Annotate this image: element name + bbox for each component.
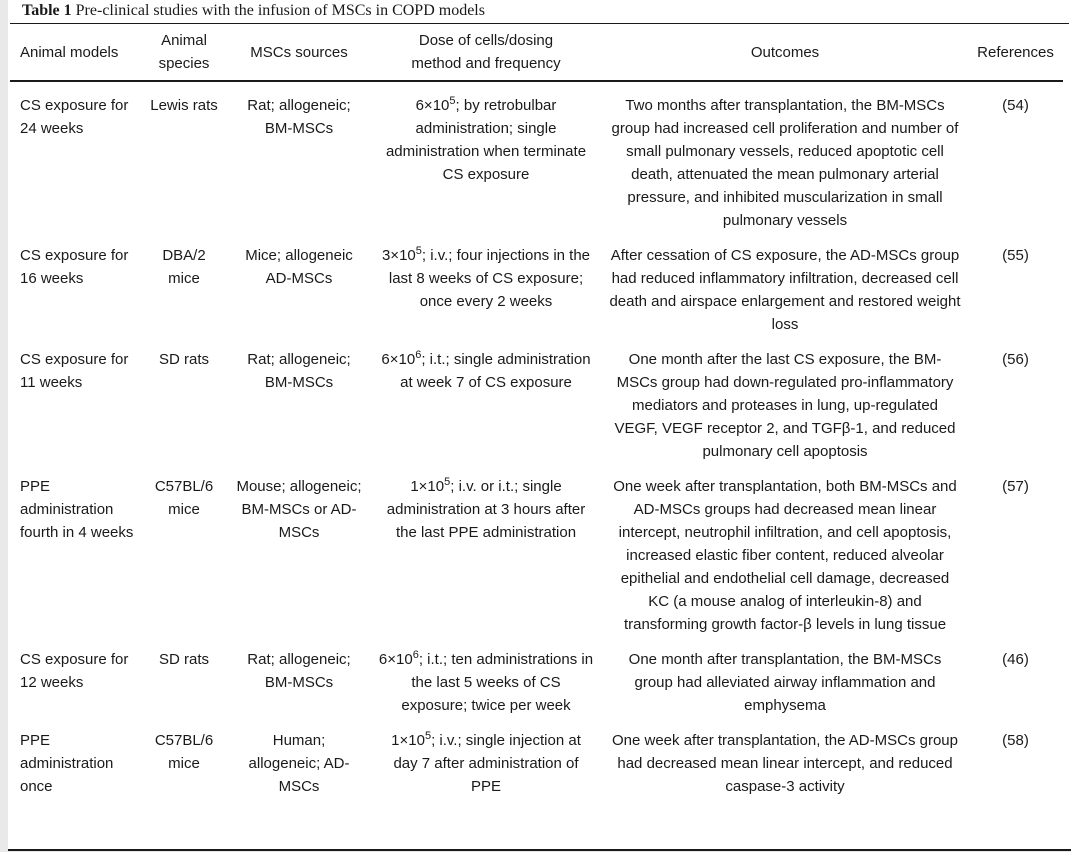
cell-reference: (56): [1002, 351, 1029, 368]
cell-animal-model: CS exposure for 24 weeks: [20, 97, 129, 137]
table-row: [10, 717, 1063, 798]
cell-dose: $6\times 10^5$; by retrobulbar administration; single administration when terminate CS exposure: [385, 95, 587, 183]
dose-exponent: 5: [415, 245, 422, 257]
cell-dose: $1\times 10^5$; i.v.; single injection at day 7 after administration of PPE: [391, 730, 581, 795]
cell-dose: $1\times 10^5$; i.v. or i.t.; single administration at 3 hours after the last PPE administration: [386, 476, 586, 541]
cell-reference: (58): [1002, 732, 1029, 749]
header-references: References: [968, 24, 1063, 81]
dose-exponent: 6: [415, 349, 422, 361]
table-caption-label: Table 1: [22, 2, 72, 19]
cell-reference: (55): [1002, 247, 1029, 264]
cell-outcomes: One month after the last CS exposure, the BM-MSCs group had down-regulated pro-inflammatory mediators and proteases in lung, up-regulated VEGF, VEGF receptor 2, and TGFβ-1, and reduced pulmonary cell apoptosis: [614, 351, 956, 460]
dose-exponent: 5: [424, 730, 432, 742]
header-outcomes: Outcomes: [602, 24, 968, 81]
cell-outcomes: One month after transplantation, the BM-MSCs group had alleviated airway inflammation and emphysema: [628, 651, 942, 714]
cell-animal-model: PPE administration once: [20, 732, 114, 795]
cell-outcomes: Two months after transplantation, the BM-MSCs group had increased cell proliferation and number of small pulmonary vessels, reduced apoptotic cell death, attenuated the mean pulmonary arterial pressure, and inhibited muscularization in small pulmonary vessels: [611, 97, 959, 229]
cell-mscs-sources: Mice; allogeneic AD-MSCs: [245, 247, 353, 287]
table-caption-text: Pre-clinical studies with the infusion of MSCs in COPD models: [71, 2, 485, 19]
cell-animal-species: C57BL/6 mice: [154, 478, 214, 518]
dose-exponent: 5: [444, 476, 451, 488]
header-animal-models: Animal models: [10, 24, 140, 81]
cell-animal-species: Lewis rats: [150, 97, 218, 114]
cell-animal-model: CS exposure for 11 weeks: [20, 351, 129, 391]
cell-animal-model: PPE administration fourth in 4 weeks: [20, 478, 134, 541]
table-row: [10, 636, 1063, 717]
cell-mscs-sources: Human; allogeneic; AD-MSCs: [248, 732, 350, 795]
cell-reference: (46): [1002, 651, 1029, 668]
cell-dose: $6\times 10^6$; i.t.; single administration at week 7 of CS exposure: [381, 349, 591, 391]
cell-animal-model: CS exposure for 16 weeks: [20, 247, 129, 287]
cell-outcomes: After cessation of CS exposure, the AD-MSCs group had reduced inflammatory infiltration, decreased cell death and airspace enlargement and restored weight loss: [609, 247, 961, 333]
cell-dose: $3\times 10^5$; i.v.; four injections in the last 8 weeks of CS exposure; once every 2 weeks: [381, 245, 591, 310]
cell-outcomes: One week after transplantation, the AD-MSCs group had decreased mean linear intercept, and reduced caspase-3 activity: [611, 732, 958, 795]
table-row: [10, 232, 1063, 336]
preclinical-studies-table: [10, 24, 1063, 798]
dose-exponent: 5: [449, 95, 456, 107]
table-row: [10, 336, 1063, 463]
cell-reference: (54): [1002, 97, 1029, 114]
cell-animal-species: DBA/2 mice: [162, 247, 206, 287]
cell-animal-species: C57BL/6 mice: [154, 732, 214, 772]
cell-animal-species: SD rats: [158, 651, 209, 668]
cell-mscs-sources: Rat; allogeneic; BM-MSCs: [247, 651, 351, 691]
header-dose: Dose of cells/dosing method and frequency: [370, 24, 602, 81]
table-header-row: [10, 24, 1063, 81]
table-caption: [10, 0, 1069, 24]
cell-animal-species: SD rats: [158, 351, 209, 368]
cell-outcomes: One week after transplantation, both BM-MSCs and AD-MSCs groups had decreased mean linear intercept, neutrophil infiltration, and cell apoptosis, increased elastic fiber content, reduced alveolar epithelial and endothelial cell damage, decreased KC (a mouse analog of interleukin-8) and transforming growth factor-β levels in lung tissue: [613, 478, 957, 633]
paper-page: [8, 0, 1071, 851]
header-animal-species: Animal species: [140, 24, 228, 81]
table-row: [10, 81, 1063, 232]
cell-reference: (57): [1002, 478, 1029, 495]
cell-mscs-sources: Mouse; allogeneic; BM-MSCs or AD-MSCs: [236, 478, 362, 541]
dose-exponent: 6: [412, 649, 419, 661]
cell-mscs-sources: Rat; allogeneic; BM-MSCs: [247, 97, 351, 137]
cell-dose: $6\times 10^6$; i.t.; ten administrations in the last 5 weeks of CS exposure; twice per week: [378, 649, 594, 714]
cell-mscs-sources: Rat; allogeneic; BM-MSCs: [247, 351, 351, 391]
cell-animal-model: CS exposure for 12 weeks: [20, 651, 129, 691]
header-mscs-sources: MSCs sources: [228, 24, 370, 81]
table-row: [10, 463, 1063, 636]
